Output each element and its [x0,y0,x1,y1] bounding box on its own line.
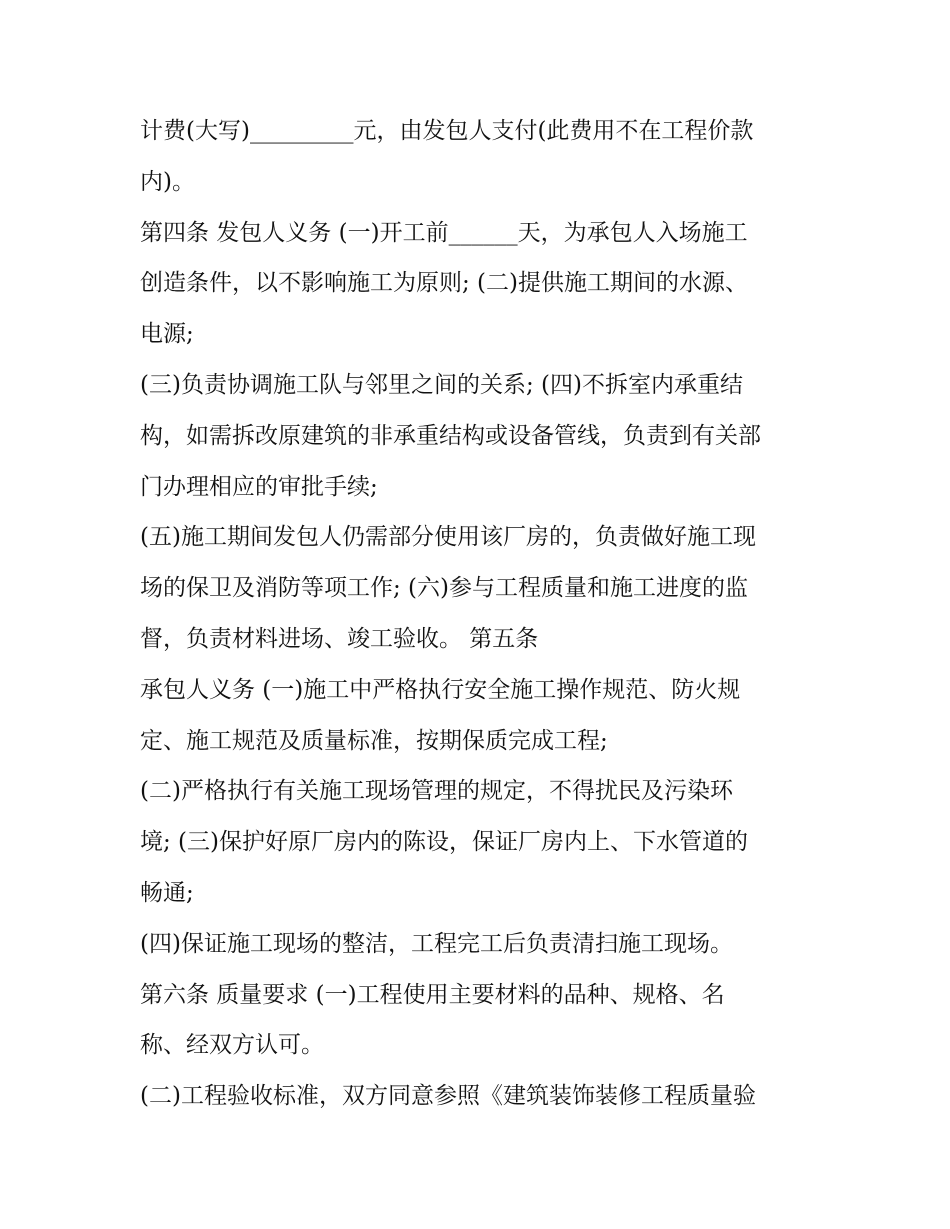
text-line: 第四条 发包人义务 (一)开工前______天，为承包人入场施工 [140,219,748,246]
text-line: 督，负责材料进场、竣工验收。 第五条 [140,625,539,652]
text-line: 场的保卫及消防等项工作; (六)参与工程质量和施工进度的监 [140,575,749,602]
text-line: 计费(大写)_________元，由发包人支付(此费用不在工程价款 [140,118,754,144]
text-line: (二)工程验收标准，双方同意参照《建筑装饰装修工程质量验 [140,1083,756,1110]
text-line: (三)负责协调施工队与邻里之间的关系; (四)不拆室内承重结 [140,371,743,398]
text-line: (二)严格执行有关施工现场管理的规定，不得扰民及污染环 [140,778,733,805]
text-line: 畅通; [140,879,194,906]
text-line: (四)保证施工现场的整洁，工程完工后负责清扫施工现场。 [140,930,733,957]
text-line: 第六条 质量要求 (一)工程使用主要材料的品种、规格、名 [140,981,725,1008]
text-line: 门办理相应的审批手续; [140,473,378,500]
text-line: 电源; [140,321,194,348]
text-line: (五)施工期间发包人仍需部分使用该厂房的，负责做好施工现 [140,524,756,551]
text-line: 境; (三)保护好原厂房内的陈设，保证厂房内上、下水管道的 [140,829,749,856]
text-line: 内)。 [140,168,195,195]
text-line: 称、经双方认可。 [140,1032,324,1059]
text-line: 创造条件，以不影响施工为原则; (二)提供施工期间的水源、 [140,270,749,297]
contract-text [140,106,820,1122]
text-line: 定、施工规范及质量标准，按期保质完成工程; [140,727,608,754]
text-line: 构，如需拆改原建筑的非承重结构或设备管线，负责到有关部 [140,422,761,449]
text-line: 承包人义务 (一)施工中严格执行安全施工操作规范、防火规 [140,676,741,703]
